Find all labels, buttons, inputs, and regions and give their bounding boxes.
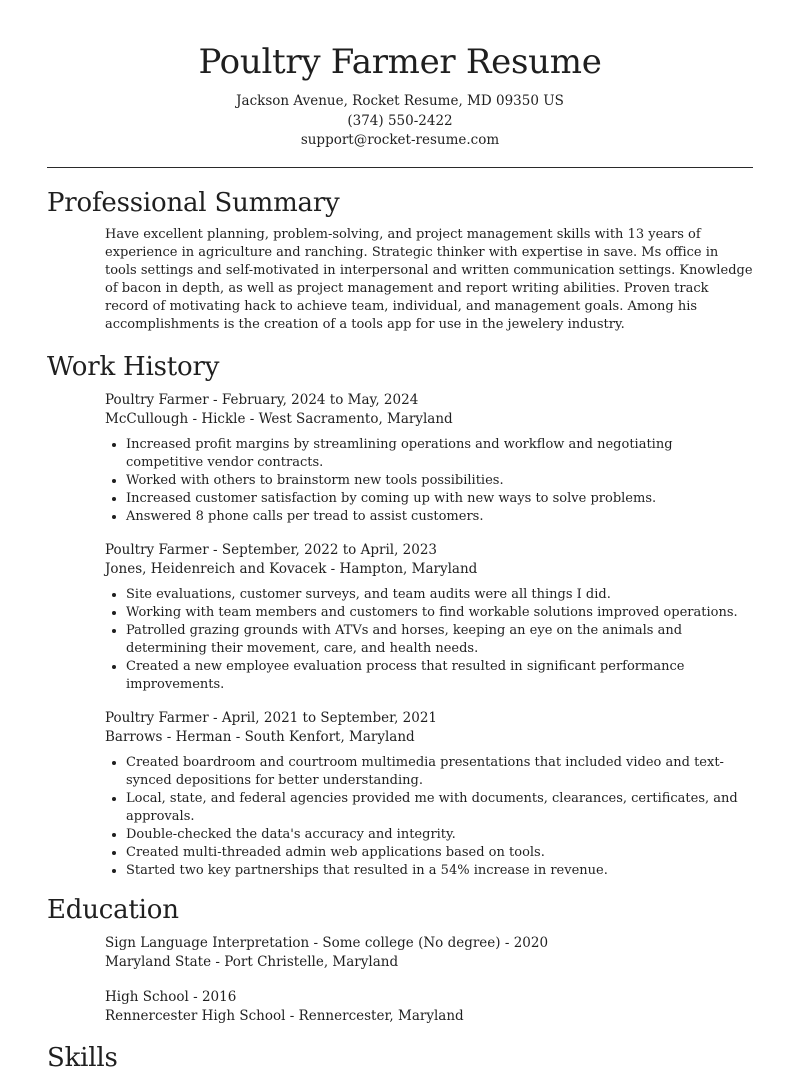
list-item: • Created multi-threaded admin web applications based on tools.: [126, 844, 753, 862]
job-company-line: Jones, Heidenreich and Kovacek - Hampton, Maryland: [105, 561, 478, 577]
education-section: [0, 893, 800, 1027]
work-history-section: [0, 350, 800, 880]
job-company: McCullough - Hickle: [105, 411, 246, 427]
job-dates: September, 2022 to April, 2023: [221, 541, 438, 558]
summary-section: [0, 186, 800, 334]
skills-heading: Skills: [47, 1042, 118, 1073]
job-company-line: Barrows - Herman - South Kenfort, Maryland: [105, 729, 415, 745]
list-item: • Increased profit margins by streamlining operations and workflow and negotiating competitive vendor contracts.: [126, 436, 753, 472]
job-location: Hampton, Maryland: [339, 561, 478, 577]
contact-block: [0, 92, 800, 151]
education-entry: [105, 934, 753, 973]
education-school: Maryland State: [105, 954, 212, 970]
list-item: • Increased customer satisfaction by coming up with new ways to solve problems.: [126, 490, 753, 508]
job-bullets: [105, 586, 753, 694]
education-degree-line: High School - 2016: [105, 988, 237, 1005]
summary-heading: Professional Summary: [47, 187, 340, 218]
list-item: • Site evaluations, customer surveys, and team audits were all things I did.: [126, 586, 753, 604]
education-school-line: Maryland State - Port Christelle, Maryland: [105, 954, 399, 970]
list-item: • Started two key partnerships that resulted in a 54% increase in revenue.: [126, 862, 753, 880]
education-year: 2020: [513, 934, 549, 951]
contact-phone: (374) 550-2422: [347, 112, 453, 129]
job-dates: February, 2024 to May, 2024: [221, 391, 419, 408]
job-location: West Sacramento, Maryland: [258, 411, 453, 427]
contact-email: support@rocket-resume.com: [300, 132, 500, 148]
job-entry: [105, 541, 753, 694]
list-item: • Double-checked the data's accuracy and integrity.: [126, 826, 753, 844]
job-entry: [105, 709, 753, 880]
education-heading: Education: [47, 894, 179, 925]
list-item: • Patrolled grazing grounds with ATVs and horses, keeping an eye on the animals and determining their movement, care, and health needs.: [126, 622, 753, 658]
list-item: • Created a new employee evaluation process that resulted in significant performance improvements.: [126, 658, 753, 694]
list-item: • Worked with others to brainstorm new tools possibilities.: [126, 472, 753, 490]
education-location: Rennercester, Maryland: [298, 1008, 464, 1024]
education-degree-line: Sign Language Interpretation - Some college (No degree) - 2020: [105, 934, 549, 951]
education-entry: [105, 988, 753, 1027]
education-location: Port Christelle, Maryland: [224, 954, 399, 970]
job-company-line: McCullough - Hickle - West Sacramento, Maryland: [105, 411, 453, 427]
job-location: South Kenfort, Maryland: [244, 729, 415, 745]
resume-header: [0, 0, 800, 151]
education-degree: High School: [105, 988, 189, 1005]
summary-text: Have excellent planning, problem-solving, and project management skills with 13 years of experience in agriculture and ranching. Strategic thinker with expertise in save. Ms office in tools settings and self-motivated in interpersonal and written communication settings. Knowledge of bacon in depth, as well as project management and report writing abilities. Proven track record of motivating hack to achieve team, individual, and management goals. Among his accomplishments is the creation of a tools app for use in the jewelery industry.: [105, 226, 753, 332]
header-divider: [47, 167, 753, 168]
contact-address: Jackson Avenue, Rocket Resume, MD 09350 US: [236, 93, 564, 109]
education-school-line: Rennercester High School - Rennercester, Maryland: [105, 1008, 464, 1024]
job-role: Poultry Farmer: [105, 709, 209, 726]
education-school: Rennercester High School: [105, 1008, 286, 1024]
list-item: • Answered 8 phone calls per tread to assist customers.: [126, 508, 753, 526]
job-title-line: Poultry Farmer - April, 2021 to September, 2021: [105, 709, 438, 726]
education-degree: Sign Language Interpretation - Some college (No degree): [105, 934, 501, 951]
list-item: • Working with team members and customers to find workable solutions improved operations.: [126, 604, 753, 622]
job-bullets: [105, 436, 753, 526]
job-role: Poultry Farmer: [105, 391, 209, 408]
list-item: • Created boardroom and courtroom multimedia presentations that included video and text-synced depositions for better understanding.: [126, 754, 753, 790]
job-company: Barrows - Herman: [105, 729, 232, 745]
job-title-line: Poultry Farmer - February, 2024 to May, 2024: [105, 391, 419, 408]
education-year: 2016: [201, 988, 237, 1005]
job-title-line: Poultry Farmer - September, 2022 to April, 2023: [105, 541, 438, 558]
page-title: Poultry Farmer Resume: [198, 42, 602, 82]
skills-section: [0, 1041, 800, 1075]
list-item: • Local, state, and federal agencies provided me with documents, clearances, certificates, and approvals.: [126, 790, 753, 826]
job-role: Poultry Farmer: [105, 541, 209, 558]
job-bullets: [105, 754, 753, 880]
job-dates: April, 2021 to September, 2021: [221, 709, 438, 726]
job-entry: [105, 391, 753, 526]
work-history-heading: Work History: [47, 351, 220, 382]
job-company: Jones, Heidenreich and Kovacek: [105, 561, 327, 577]
